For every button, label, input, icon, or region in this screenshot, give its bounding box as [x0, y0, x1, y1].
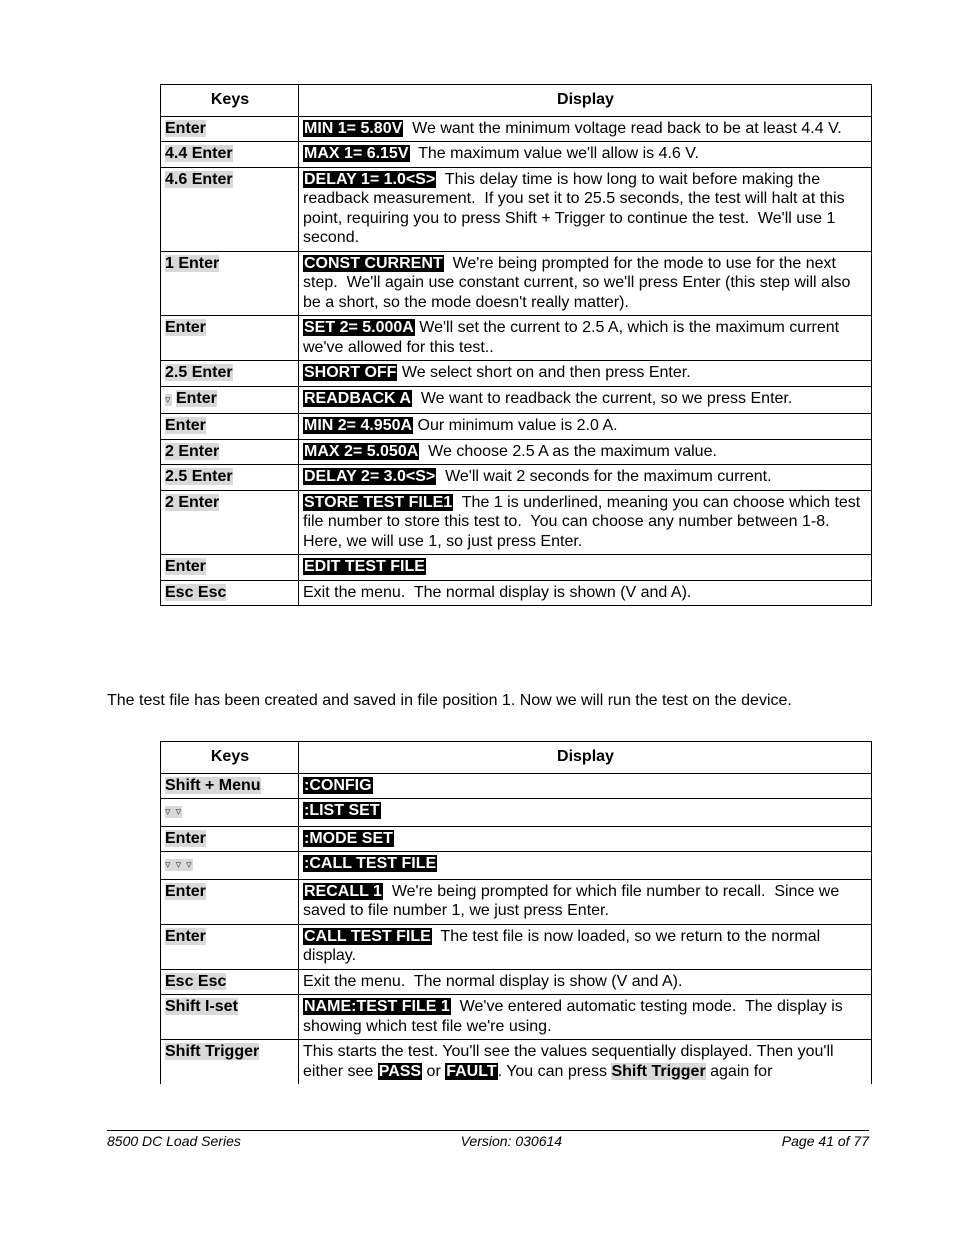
key-sequence: Enter — [165, 829, 206, 847]
table-row — [161, 167, 872, 251]
table-row — [161, 439, 872, 465]
display-cell — [299, 969, 872, 995]
keys-cell — [161, 439, 299, 465]
down-arrow-icon: ▿ ▿ ▿ — [165, 859, 193, 871]
display-cell — [299, 490, 872, 555]
key-sequence: Enter — [165, 927, 206, 945]
description-text: This starts the test. You'll see the values sequentially displayed. Then you'll either see — [303, 1043, 834, 1080]
key-sequence: Enter — [165, 319, 206, 336]
lcd-display-text: MAX 2= 5.050A — [304, 442, 419, 460]
display-column-header: Display — [299, 742, 872, 774]
display-cell — [299, 879, 872, 924]
description-text: Exit the menu. The normal display is shown (V and A). — [303, 583, 692, 601]
keys-cell — [161, 555, 299, 581]
display-cell — [299, 580, 872, 606]
keys-column-header: Keys — [161, 742, 299, 774]
table-row — [161, 555, 872, 581]
keys-cell — [161, 116, 299, 142]
keys-cell — [161, 361, 299, 387]
key-sequence: Shift I-set — [165, 998, 238, 1015]
display-cell — [299, 924, 872, 969]
page-footer — [107, 1130, 869, 1149]
display-cell — [299, 361, 872, 387]
keys-cell — [161, 969, 299, 995]
key-sequence: Esc Esc — [165, 583, 227, 601]
key-sequence: 4.4 Enter — [165, 145, 233, 162]
display-cell — [299, 386, 872, 414]
inline-key-sequence: Shift Trigger — [611, 1062, 706, 1080]
description-text: We want to readback the current, so we press Enter. — [411, 389, 793, 407]
keys-cell — [161, 251, 299, 316]
lcd-display-text: :CALL TEST FILE — [304, 855, 437, 872]
description-text: again for — [705, 1062, 773, 1080]
description-text: . You can press — [497, 1062, 612, 1080]
key-sequence: 2 Enter — [165, 493, 220, 511]
table-row — [161, 852, 872, 880]
table-row — [161, 316, 872, 361]
display-cell — [299, 142, 872, 168]
table-row — [161, 490, 872, 555]
description-text: The maximum value we'll allow is 4.6 V. — [409, 145, 699, 162]
key-sequence: Enter — [165, 417, 206, 434]
lcd-display-text: SHORT OFF — [304, 364, 397, 381]
table-row — [161, 580, 872, 606]
lcd-display-text: CONST CURRENT — [304, 254, 443, 272]
table-row — [161, 924, 872, 969]
keys-cell — [161, 852, 299, 880]
keys-cell — [161, 414, 299, 440]
lcd-display-text: :CONFIG — [304, 776, 372, 794]
display-cell — [299, 1040, 872, 1085]
key-sequence: 2.5 Enter — [165, 468, 233, 485]
keys-cell — [161, 316, 299, 361]
lcd-display-text: EDIT TEST FILE — [304, 558, 425, 575]
lcd-display-text: READBACK A — [304, 389, 411, 407]
key-sequence: 4.6 Enter — [165, 170, 233, 188]
keys-cell — [161, 995, 299, 1040]
table-header-row — [161, 742, 872, 774]
display-cell — [299, 414, 872, 440]
table-row — [161, 995, 872, 1040]
table-header-row — [161, 85, 872, 117]
keys-cell — [161, 142, 299, 168]
keys-display-table-create — [160, 84, 872, 606]
keys-cell — [161, 580, 299, 606]
keys-cell — [161, 799, 299, 827]
description-text: We select short on and then press Enter. — [397, 364, 691, 381]
lcd-display-text: SET 2= 5.000A — [304, 319, 414, 336]
lcd-display-text: PASS — [378, 1062, 422, 1080]
key-sequence: Enter — [165, 558, 206, 575]
lcd-display-text: MIN 2= 4.950A — [304, 417, 413, 434]
lcd-display-text: CALL TEST FILE — [304, 927, 431, 945]
lcd-display-text: DELAY 2= 3.0<S> — [304, 468, 436, 485]
keys-cell — [161, 167, 299, 251]
display-cell — [299, 826, 872, 852]
key-sequence: 2 Enter — [165, 442, 220, 460]
display-cell — [299, 116, 872, 142]
key-sequence: Esc Esc — [165, 972, 227, 990]
description-text: We choose 2.5 A as the maximum value. — [419, 442, 717, 460]
key-sequence: Enter — [175, 389, 217, 407]
lcd-display-text: MIN 1= 5.80V — [304, 119, 403, 137]
table-row — [161, 251, 872, 316]
key-sequence: Shift Trigger — [165, 1043, 260, 1060]
keys-cell — [161, 465, 299, 491]
key-sequence: Enter — [165, 119, 206, 137]
keys-display-table-run — [160, 741, 872, 1084]
table-row — [161, 969, 872, 995]
display-cell — [299, 799, 872, 827]
key-sequence: 1 Enter — [165, 254, 220, 272]
description-text: The test file is now loaded, so we return to the normal display. — [303, 927, 825, 964]
key-sequence: Shift + Menu — [165, 776, 261, 794]
lcd-display-text: MAX 1= 6.15V — [304, 145, 409, 162]
keys-cell — [161, 826, 299, 852]
keys-cell — [161, 386, 299, 414]
description-text: We'll wait 2 seconds for the maximum current. — [436, 468, 772, 485]
description-text: We'll set the current to 2.5 A, which is the maximum current we've allowed for this test.. — [303, 319, 844, 356]
display-cell — [299, 773, 872, 799]
key-sequence: Enter — [165, 882, 206, 900]
display-cell — [299, 439, 872, 465]
lcd-display-text: :LIST SET — [304, 802, 380, 819]
lcd-display-text: :MODE SET — [304, 829, 393, 847]
display-column-header: Display — [299, 85, 872, 117]
keys-cell — [161, 924, 299, 969]
description-text: We're being prompted for the mode to use for the next step. We'll again use constant current, so we'll press Enter (this step will also be a short, so the mode doesn't really matter). — [303, 254, 855, 311]
down-arrow-icon: ▿ — [165, 393, 172, 406]
footer-version: Version: 030614 — [460, 1133, 563, 1149]
table-row — [161, 361, 872, 387]
description-text: We've entered automatic testing mode. The display is showing which test file we're using. — [303, 998, 848, 1035]
description-text: The 1 is underlined, meaning you can choose which test file number to store this test to. You can choose any number between 1-8. Here, we will use 1, so just press Enter. — [303, 493, 865, 550]
keys-cell — [161, 490, 299, 555]
lcd-display-text: STORE TEST FILE1 — [304, 493, 453, 511]
description-text: This delay time is how long to wait before making the readback measurement. If you set it to 25.5 seconds, the test will halt at this point, requiring you to press Shift + Trigger to continue the test. We'll use 1 second. — [303, 170, 850, 246]
display-cell — [299, 167, 872, 251]
display-cell — [299, 465, 872, 491]
display-cell — [299, 251, 872, 316]
lcd-display-text: RECALL 1 — [304, 882, 382, 900]
description-text: Our minimum value is 2.0 A. — [413, 417, 618, 434]
table-row — [161, 414, 872, 440]
table-row — [161, 116, 872, 142]
keys-column-header: Keys — [161, 85, 299, 117]
keys-cell — [161, 773, 299, 799]
bridge-paragraph: The test file has been created and saved in file position 1. Now we will run the test on the device. — [107, 692, 792, 709]
footer-page-number: Page 41 of 77 — [781, 1133, 869, 1149]
down-arrow-icon: ▿ ▿ — [165, 806, 183, 818]
description-text: Exit the menu. The normal display is show (V and A). — [303, 972, 683, 990]
table-row — [161, 1040, 872, 1085]
description-text: or — [422, 1062, 446, 1080]
description-text: We want the minimum voltage read back to be at least 4.4 V. — [403, 119, 842, 137]
lcd-display-text: NAME:TEST FILE 1 — [304, 998, 450, 1015]
lcd-display-text: FAULT — [446, 1062, 497, 1080]
display-cell — [299, 555, 872, 581]
table-row — [161, 465, 872, 491]
key-sequence: 2.5 Enter — [165, 364, 233, 381]
table-row — [161, 826, 872, 852]
description-text: We're being prompted for which file number to recall. Since we saved to file number 1, we just press Enter. — [303, 882, 844, 919]
display-cell — [299, 995, 872, 1040]
table-row — [161, 386, 872, 414]
table-row — [161, 799, 872, 827]
display-cell — [299, 316, 872, 361]
footer-series: 8500 DC Load Series — [107, 1133, 241, 1149]
table-row — [161, 142, 872, 168]
table-row — [161, 879, 872, 924]
lcd-display-text: DELAY 1= 1.0<S> — [304, 170, 436, 188]
display-cell — [299, 852, 872, 880]
keys-cell — [161, 879, 299, 924]
table-row — [161, 773, 872, 799]
keys-cell — [161, 1040, 299, 1085]
